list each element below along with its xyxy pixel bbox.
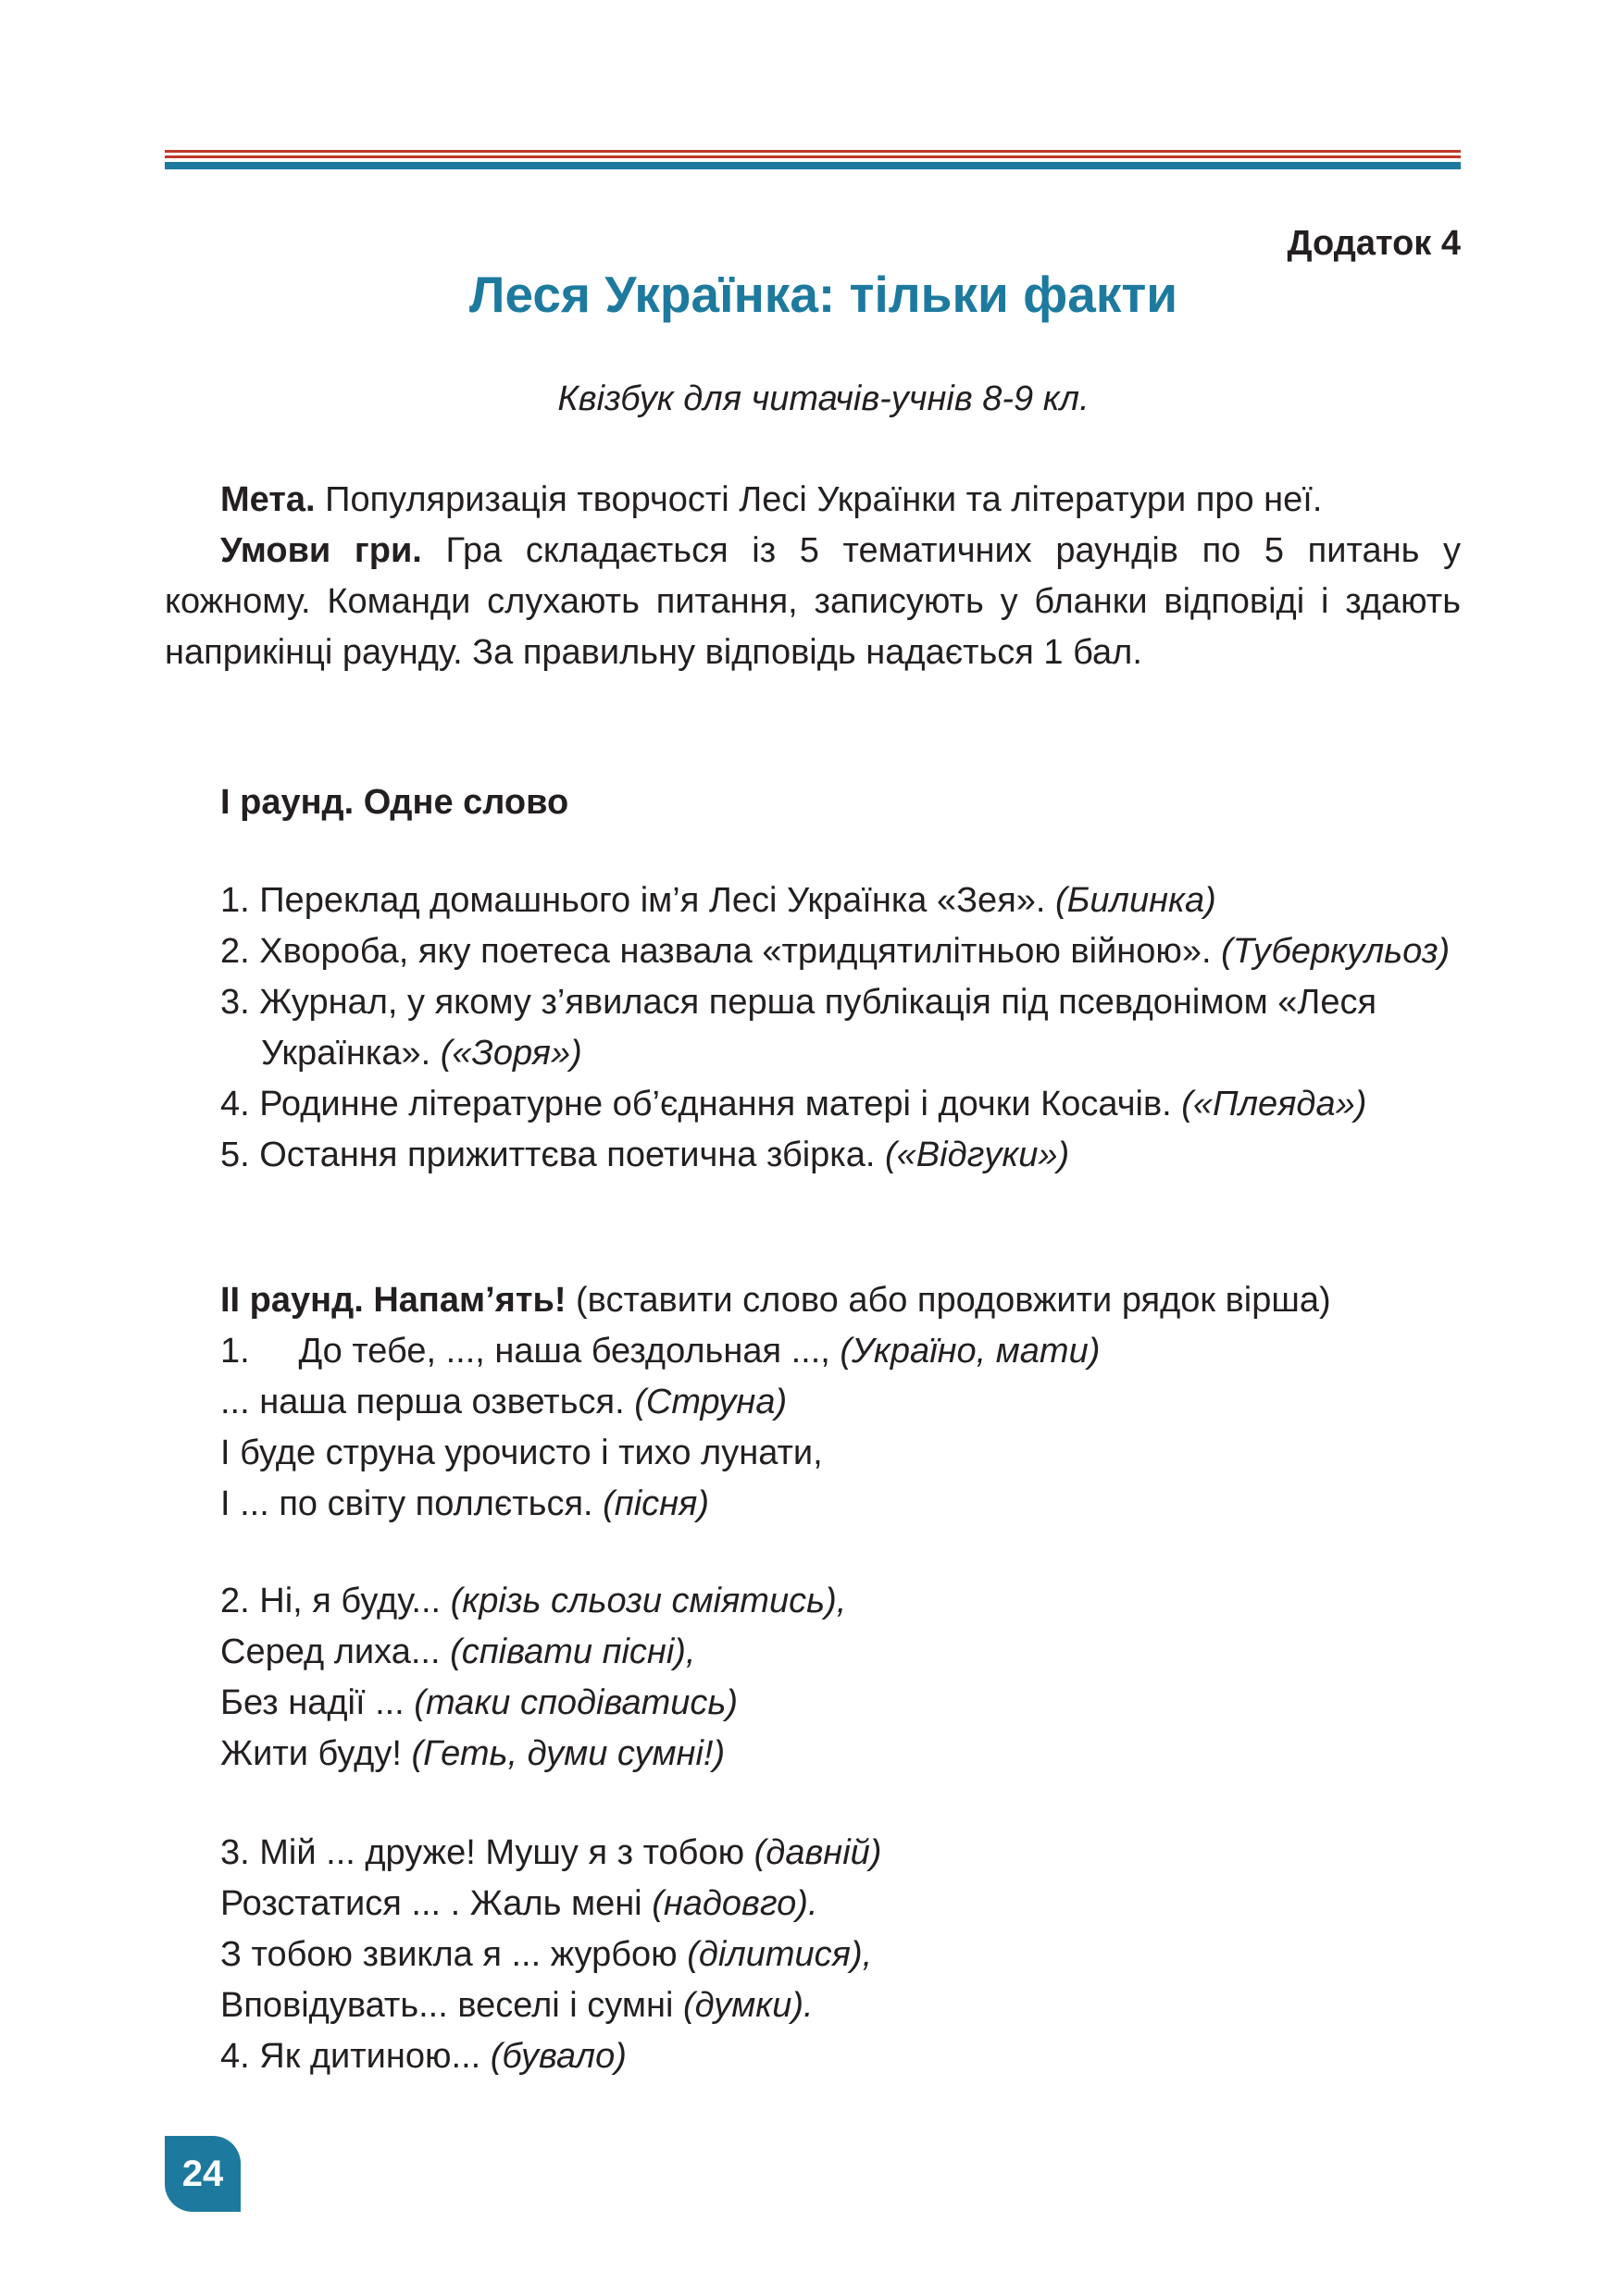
verse-block-1 [220, 1326, 1461, 1530]
verse-line: 3. Мій ... друже! Мушу я з тобою (давній) [220, 1833, 882, 1872]
page-title: Леся Українка: тільки факти [468, 266, 1178, 323]
header-rule-blue [165, 162, 1461, 169]
verse-line: 1. До тебе, ..., наша бездольная ..., (Україно, мати) [220, 1332, 1101, 1371]
verse-line: І буде струна урочисто і тихо лунати, [220, 1433, 823, 1472]
goal-paragraph [165, 475, 1461, 526]
round1-heading: І раунд. Одне слово [220, 783, 569, 822]
goal-text: Популяризація творчості Лесі Українки та літератури про неї. [315, 480, 1323, 519]
list-item: 4. Родинне літературне об’єднання матері і дочки Косачів. («Плеяда») [220, 1085, 1367, 1123]
verse-block-2 [220, 1576, 1461, 1780]
appendix-label: Додаток 4 [1287, 224, 1461, 263]
verse-line: Розстатися ... . Жаль мені (надовго). [220, 1884, 818, 1923]
round2-heading-note: (вставити слово або продовжити рядок вірша) [566, 1281, 1331, 1320]
header-rule-red-bottom [165, 155, 1461, 158]
verse-block-3 [220, 1828, 1461, 2082]
header-rule-red-top [165, 150, 1461, 153]
rules-paragraph [165, 526, 1461, 678]
page-subtitle: Квізбук для читачів-учнів 8-9 кл. [557, 379, 1090, 418]
verse-line: Без надії ... (таки сподіватись) [220, 1683, 738, 1722]
verse-line: 4. Як дитиною... (бувало) [220, 2037, 627, 2076]
rules-label: Умови гри. [220, 531, 422, 570]
list-item: 5. Остання прижиттєва поетична збірка. («Відгуки») [220, 1136, 1070, 1174]
list-item: 1. Переклад домашнього ім’я Лесі Українка «Зея». (Билинка) [220, 881, 1216, 920]
goal-label: Мета. [220, 480, 316, 519]
verse-line: З тобою звикла я ... журбою (ділитися), [220, 1935, 873, 1974]
list-item: 2. Хвороба, яку поетеса назвала «тридцятилітньою війною». (Туберкульоз) [220, 932, 1451, 971]
verse-line: І ... по світу поллється. (пісня) [220, 1484, 710, 1523]
verse-line: Вповідувать... веселі і сумні (думки). [220, 1986, 814, 2025]
verse-line: Жити буду! (Геть, думи сумні!) [220, 1734, 726, 1773]
page-number-badge: 24 [165, 2136, 241, 2212]
intro-section [165, 475, 1461, 678]
list-item: 3. Журнал, у якому з’явилася перша публікація під псевдонімом «Леся Українка». («Зоря») [220, 983, 1377, 1073]
round2-heading-label: ІІ раунд. Напам’ять! [220, 1281, 567, 1320]
round2-heading [220, 1275, 1461, 1326]
rules-text: Гра складається із 5 тематичних раундів по 5 питань у кожному. Команди слухають питання, записують у бланки відповіді і здають наприкінці раунду. За правильну відповідь надається 1 бал. [165, 531, 1461, 672]
round1-question-list [220, 875, 1461, 1181]
verse-line: 2. Ні, я буду... (крізь сльози сміятись), [220, 1582, 847, 1620]
verse-line: Серед лиха... (співати пісні), [220, 1632, 696, 1671]
verse-line: ... наша перша озветься. (Струна) [220, 1383, 788, 1421]
